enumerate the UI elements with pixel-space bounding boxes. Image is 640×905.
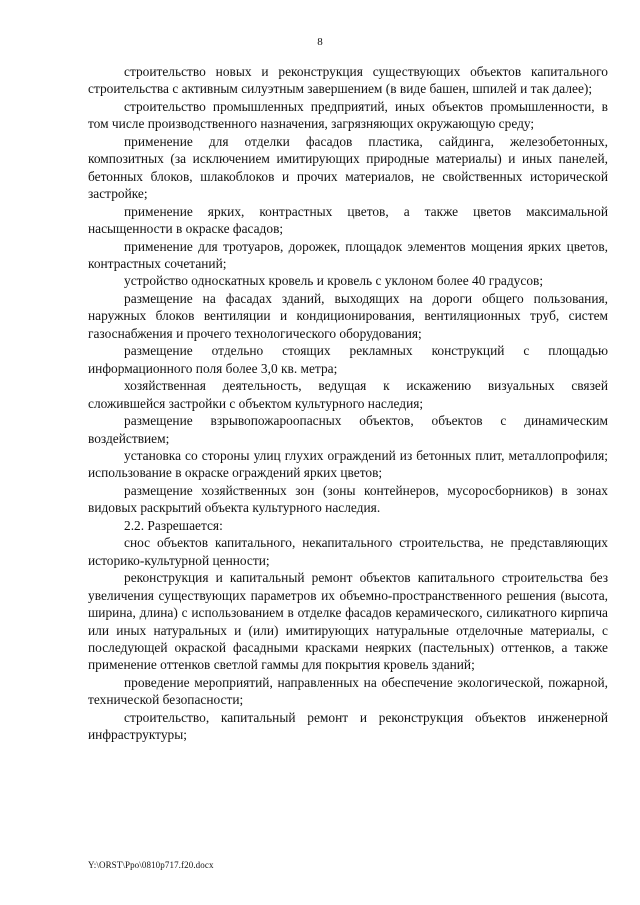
section-heading: 2.2. Разрешается: [124,517,223,533]
paragraph: строительство новых и реконструкция существующих объектов капитального строительства с активным силуэтным завершением (в виде башен, шпилей и так далее); [88,64,608,97]
paragraph: размещение взрывопожароопасных объектов, объектов с динамическим воздействием; [88,413,608,446]
paragraph: применение для отделки фасадов пластика, сайдинга, железобетонных, композитных (за исключением имитирующих природные материалы) и иных панелей, бетонных блоков, шлакоблоков и прочих материалов, не свойственных исторической застройке; [88,133,608,202]
paragraph: проведение мероприятий, направленных на обеспечение экологической, пожарной, технической безопасности; [88,674,608,708]
paragraph: строительство, капитальный ремонт и реконструкция объектов инженерной инфраструктуры; [88,709,608,743]
paragraph: устройство односкатных кровель и кровель с уклоном более 40 градусов; [124,273,544,289]
paragraph: применение для тротуаров, дорожек, площадок элементов мощения ярких цветов, контрастных сочетаний; [88,238,608,271]
paragraph: размещение отдельно стоящих рекламных конструкций с площадью информационного поля более 3,0 кв. метра; [88,343,608,376]
paragraph: хозяйственная деятельность, ведущая к искажению визуальных связей сложившейся застройки с объектом культурного наследия; [88,378,608,411]
paragraph: строительство промышленных предприятий, иных объектов промышленности, в том числе производственного назначения, загрязняющих окружающую среду; [88,98,608,132]
paragraph: размещение хозяйственных зон (зоны контейнеров, мусоросборников) в зонах видовых раскрытий объекта культурного наследия. [88,482,608,516]
paragraph: применение ярких, контрастных цветов, а также цветов максимальной насыщенности в окраске фасадов; [88,203,608,237]
paragraph: снос объектов капитального, некапитального строительства, не представляющих историко-культурной ценности; [88,535,608,568]
paragraph: размещение на фасадах зданий, выходящих на дороги общего пользования, наружных блоков вентиляции и кондиционирования, вентиляционных труб, систем газоснабжения и прочего технологического оборудования; [88,290,608,341]
document-body [88,63,608,744]
paragraph: реконструкция и капитальный ремонт объектов капитального строительства без увеличения существующих параметров их объемно-пространственного решения (высота, ширина, длина) с использованием в отделке фасадов керамического, силикатного кирпича или иных натуральных и (или) имитирующих натуральные отделочные материалы, с последующей окраской фасадными красками неярких (пастельных) оттенков, а также применение оттенков светлой гаммы для покрытия кровель зданий; [88,570,608,673]
file-path-footer: Y:\ORST\Ppo\0810p717.f20.docx [88,860,214,870]
page-number: 8 [317,36,323,48]
paragraph: установка со стороны улиц глухих ограждений из бетонных плит, металлопрофиля; использование в окраске ограждений ярких цветов; [88,447,608,481]
